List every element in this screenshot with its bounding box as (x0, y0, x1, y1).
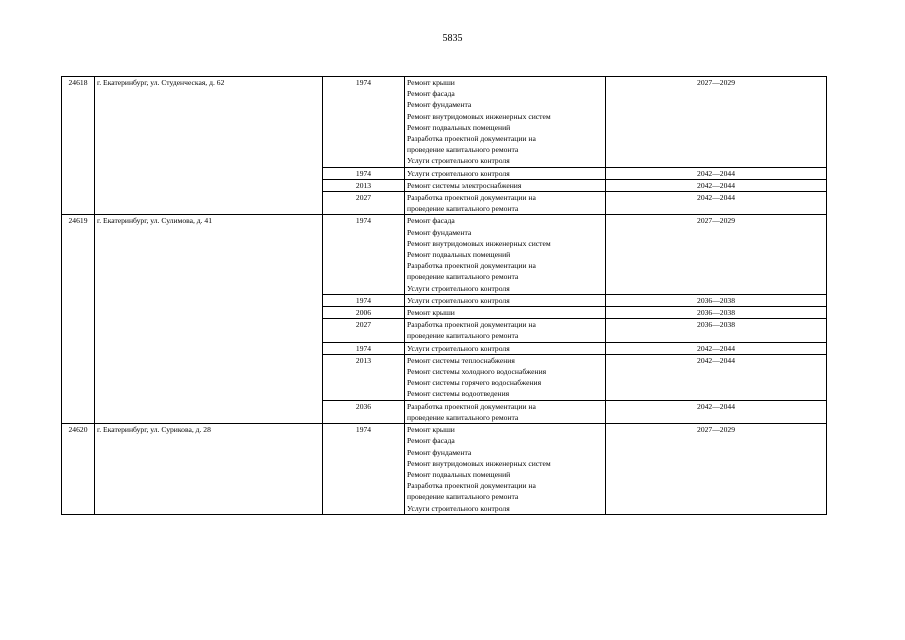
table-row (62, 77, 827, 168)
period-cell: 2042—2044 (606, 167, 827, 179)
work-item: Ремонт системы электроснабжения (407, 180, 522, 190)
house-number-cell: 24619 (62, 215, 95, 424)
year-cell: 2013 (323, 354, 405, 400)
works-cell (405, 167, 606, 179)
table-row (62, 215, 827, 294)
works-cell (405, 307, 606, 319)
year-cell: 2027 (323, 319, 405, 342)
work-item: проведение капитального ремонта (407, 331, 519, 341)
page-number: 5835 (442, 33, 463, 44)
works-cell (405, 77, 606, 168)
works-cell (405, 215, 606, 294)
work-item: проведение капитального ремонта (407, 412, 519, 422)
address-cell: г. Екатеринбург, ул. Сулимова, д. 41 (95, 215, 323, 424)
period-cell: 2027—2029 (606, 424, 827, 515)
work-item: Услуги строительного контроля (407, 295, 510, 305)
work-item: Ремонт системы водоотведения (407, 389, 510, 399)
works-cell (405, 354, 606, 400)
year-cell: 1974 (323, 77, 405, 168)
house-number-cell: 24618 (62, 77, 95, 215)
address-cell: г. Екатеринбург, ул. Студенческая, д. 62 (95, 77, 323, 215)
work-item: Ремонт крыши (407, 308, 455, 318)
work-item: Ремонт системы теплоснабжения (407, 355, 515, 365)
address-cell: г. Екатеринбург, ул. Сурикова, д. 28 (95, 424, 323, 515)
work-item: Услуги строительного контроля (407, 283, 510, 293)
works-cell (405, 179, 606, 191)
year-cell: 1974 (323, 342, 405, 354)
year-cell: 2027 (323, 192, 405, 215)
work-item: Ремонт внутридомовых инженерных систем (407, 458, 551, 468)
work-item: Ремонт фасада (407, 89, 455, 99)
work-item: Услуги строительного контроля (407, 343, 510, 353)
repair-schedule-table (61, 76, 827, 515)
works-cell (405, 400, 606, 423)
year-cell: 2006 (323, 307, 405, 319)
period-cell: 2042—2044 (606, 342, 827, 354)
period-cell: 2042—2044 (606, 400, 827, 423)
period-cell: 2027—2029 (606, 77, 827, 168)
work-item: Ремонт фундамента (407, 227, 472, 237)
house-number-cell: 24620 (62, 424, 95, 515)
work-item: проведение капитального ремонта (407, 492, 519, 502)
period-cell: 2042—2044 (606, 354, 827, 400)
work-item: Разработка проектной документации на (407, 401, 536, 411)
work-item: Ремонт подвальных помещений (407, 250, 511, 260)
work-item: Разработка проектной документации на (407, 193, 536, 203)
year-cell: 1974 (323, 424, 405, 515)
period-cell: 2036—2038 (606, 307, 827, 319)
work-item: Ремонт крыши (407, 78, 455, 87)
work-item: Разработка проектной документации на (407, 320, 536, 330)
works-cell (405, 319, 606, 342)
work-item: Ремонт подвальных помещений (407, 122, 511, 132)
period-cell: 2036—2038 (606, 294, 827, 306)
works-cell (405, 192, 606, 215)
period-cell: 2042—2044 (606, 179, 827, 191)
year-cell: 2036 (323, 400, 405, 423)
work-item: проведение капитального ремонта (407, 145, 519, 155)
year-cell: 1974 (323, 215, 405, 294)
work-item: Разработка проектной документации на (407, 481, 536, 491)
work-item: Услуги строительного контроля (407, 503, 510, 513)
period-cell: 2042—2044 (606, 192, 827, 215)
year-cell: 1974 (323, 167, 405, 179)
work-item: Услуги строительного контроля (407, 168, 510, 178)
work-item: проведение капитального ремонта (407, 272, 519, 282)
year-cell: 2013 (323, 179, 405, 191)
works-cell (405, 424, 606, 515)
work-item: Ремонт фасада (407, 216, 455, 226)
work-item: Ремонт крыши (407, 425, 455, 435)
work-item: Ремонт внутридомовых инженерных систем (407, 238, 551, 248)
year-cell: 1974 (323, 294, 405, 306)
work-item: Разработка проектной документации на (407, 261, 536, 271)
period-cell: 2027—2029 (606, 215, 827, 294)
work-item: проведение капитального ремонта (407, 204, 519, 214)
work-item: Ремонт фундамента (407, 100, 472, 110)
work-item: Ремонт фундамента (407, 447, 472, 457)
table-row (62, 424, 827, 515)
work-item: Ремонт подвальных помещений (407, 469, 511, 479)
works-cell (405, 294, 606, 306)
work-item: Разработка проектной документации на (407, 134, 536, 144)
work-item: Ремонт фасада (407, 436, 455, 446)
work-item: Ремонт внутридомовых инженерных систем (407, 111, 551, 121)
works-cell (405, 342, 606, 354)
work-item: Услуги строительного контроля (407, 156, 510, 166)
work-item: Ремонт системы горячего водоснабжения (407, 378, 542, 388)
work-item: Ремонт системы холодного водоснабжения (407, 367, 547, 377)
period-cell: 2036—2038 (606, 319, 827, 342)
